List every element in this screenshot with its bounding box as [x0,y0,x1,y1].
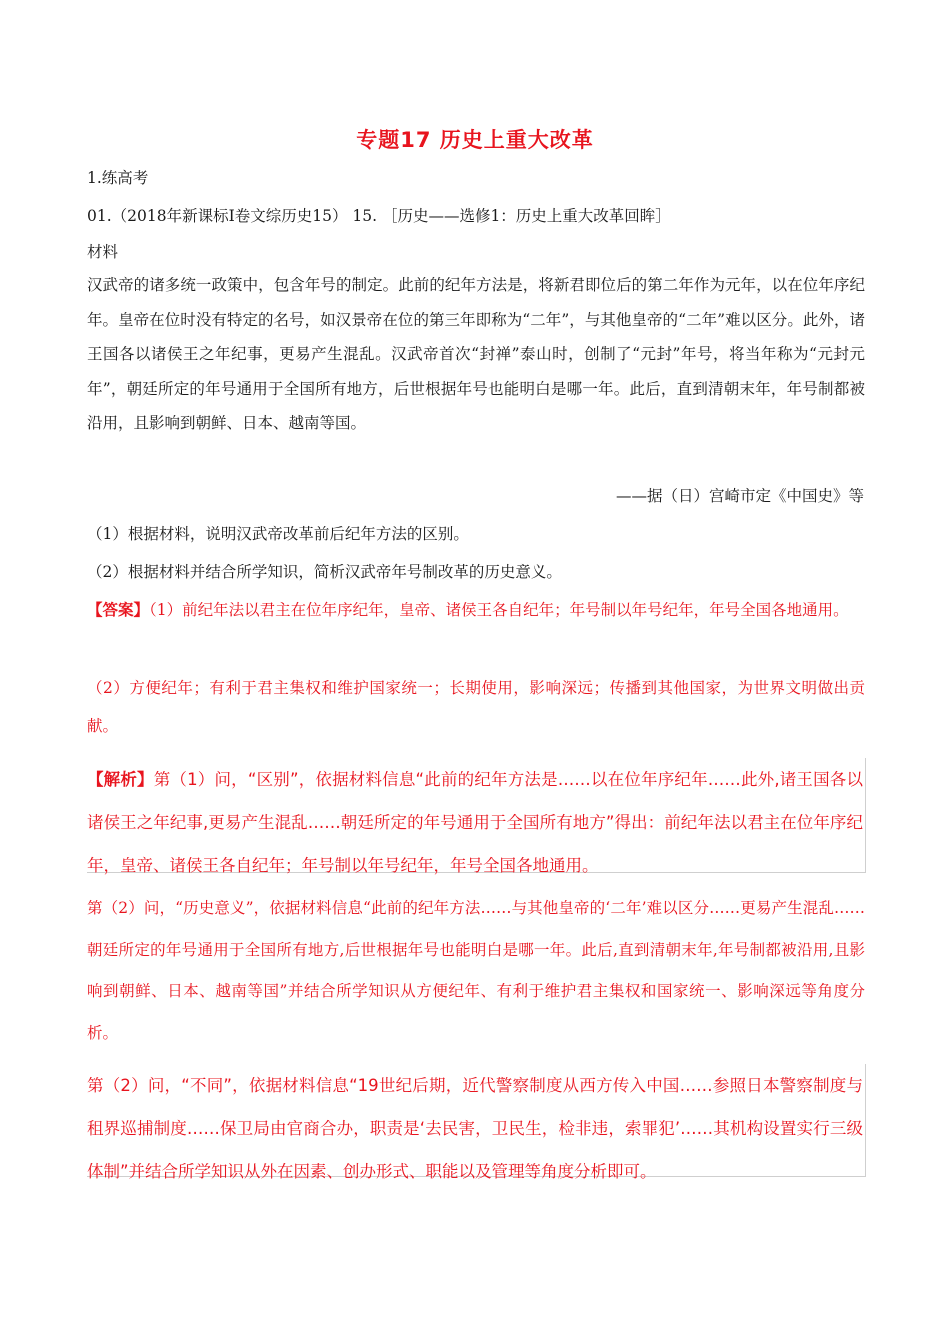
analysis-part-2: 第（2）问，“历史意义”，依据材料信息“此前的纪年方法……与其他皇帝的‘二年’难以区分……更易产生混乱……朝廷所定的年号通用于全国所有地方,后世根据年号也能明白是哪一年。此后,直到清朝末年,年号制都被沿用,且影响到朝鲜、日本、越南等国”并结合所学知识从方便纪年、有利于维护君主集权和国家统一、影响深远等角度分析。 [87,899,865,1042]
analysis-box-2 [87,1064,866,1181]
question-2: （2）根据材料并结合所学知识，简析汉武帝年号制改革的历史意义。 [87,563,562,581]
answer-part-1 [87,591,865,629]
analysis-tag: 【解析】 [87,770,154,789]
material-label: 材料 [87,243,119,261]
analysis-text-3: 第（2）问，“不同”，依据材料信息“19世纪后期，近代警察制度从西方传入中国……参照日本警察制度与租界巡捕制度……保卫局由官商合办，职责是‘去民害，卫民生，检非违，索罪犯’……其机构设置实行三级体制”并结合所学知识从外在因素、创办形式、职能以及管理等角度分析即可。 [87,1076,863,1181]
material-source: ——据（日）宫崎市定《中国史》等 [615,487,864,505]
question-1: （1）根据材料，说明汉武帝改革前后纪年方法的区别。 [87,525,469,543]
section-label: 1.练高考 [87,169,149,187]
answer-part-2: （2）方便纪年；有利于君主集权和维护国家统一；长期使用，影响深远；传播到其他国家，为世界文明做出贡献。 [87,679,865,735]
analysis-box-1 [87,758,866,873]
material-text: 汉武帝的诸多统一政策中，包含年号的制定。此前的纪年方法是，将新君即位后的第二年作为元年，以在位年序纪年。皇帝在位时没有特定的名号，如汉景帝在位的第三年即称为“二年”，与其他皇帝的“二年”难以区分。此外，诸王国各以诸侯王之年纪事，更易产生混乱。汉武帝首次“封禅”泰山时，创制了“元封”年号，将当年称为“元封元年”，朝廷所定的年号通用于全国所有地方，后世根据年号也能明白是哪一年。此后，直到清朝末年，年号制都被沿用，且影响到朝鲜、日本、越南等国。 [87,276,865,432]
answer-text-1: （1）前纪年法以君主在位年序纪年，皇帝、诸侯王各自纪年；年号制以年号纪年，年号全国各地通用。 [149,601,849,619]
analysis-text-1: 第（1）问，“区别”，依据材料信息“此前的纪年方法是……以在位年序纪年……此外,诸王国各以诸侯王之年纪事,更易产生混乱……朝廷所定的年号通用于全国所有地方”得出：前纪年法以君主在位年序纪年，皇帝、诸侯王各自纪年；年号制以年号纪年，年号全国各地通用。 [87,770,863,875]
page-title: 专题17 历史上重大改革 [356,128,594,152]
answer-tag: 【答案】 [87,601,150,619]
question-header: 01.（2018年新课标Ⅰ卷文综历史15） 15. ［历史——选修1：历史上重大改革回眸］ [87,207,671,225]
